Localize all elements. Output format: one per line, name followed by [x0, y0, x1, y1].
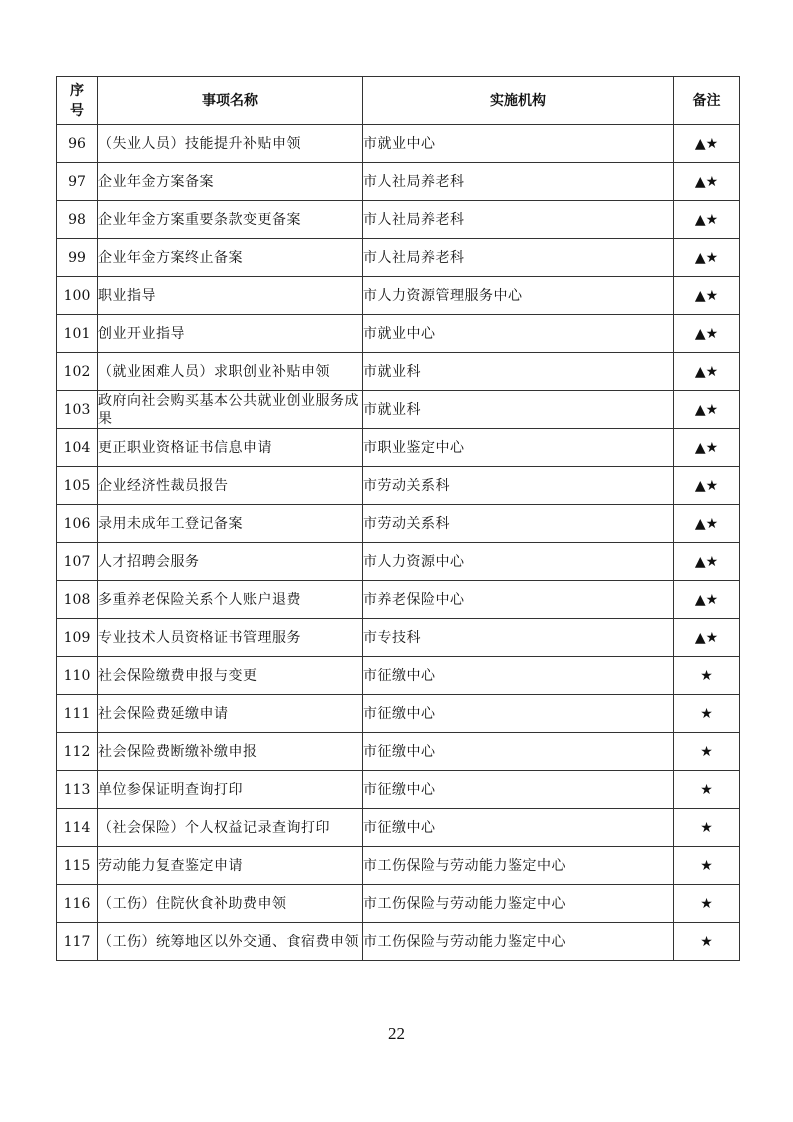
table-row [57, 733, 740, 771]
cell-item-name: （工伤）住院伙食补助费申领 [98, 885, 363, 923]
table-row [57, 771, 740, 809]
cell-item-name: 企业年金方案备案 [98, 163, 363, 201]
header-seq-label: 序号 [70, 82, 84, 119]
cell-seq: 97 [57, 163, 98, 201]
table-row [57, 467, 740, 505]
cell-seq: 117 [57, 923, 98, 961]
cell-seq: 116 [57, 885, 98, 923]
table-header-row [57, 77, 740, 125]
cell-seq: 110 [57, 657, 98, 695]
cell-seq: 109 [57, 619, 98, 657]
cell-note: ★ [674, 733, 740, 771]
cell-seq: 111 [57, 695, 98, 733]
cell-note: ★ [674, 885, 740, 923]
cell-note: ★ [674, 695, 740, 733]
header-note: 备注 [674, 77, 740, 125]
cell-note: ★ [674, 923, 740, 961]
table-row [57, 923, 740, 961]
table-row [57, 657, 740, 695]
header-name: 事项名称 [98, 77, 363, 125]
cell-organization: 市征缴中心 [363, 657, 674, 695]
service-items-table [56, 76, 740, 961]
cell-note: ▲★ [674, 315, 740, 353]
cell-organization: 市劳动关系科 [363, 467, 674, 505]
cell-organization: 市征缴中心 [363, 771, 674, 809]
table-row [57, 543, 740, 581]
cell-seq: 99 [57, 239, 98, 277]
cell-organization: 市养老保险中心 [363, 581, 674, 619]
cell-organization: 市人力资源管理服务中心 [363, 277, 674, 315]
table-row [57, 847, 740, 885]
cell-item-name: 企业经济性裁员报告 [98, 467, 363, 505]
cell-seq: 100 [57, 277, 98, 315]
cell-seq: 106 [57, 505, 98, 543]
cell-note: ★ [674, 771, 740, 809]
cell-seq: 96 [57, 125, 98, 163]
cell-note: ▲★ [674, 125, 740, 163]
table-row [57, 505, 740, 543]
cell-organization: 市人力资源中心 [363, 543, 674, 581]
cell-seq: 105 [57, 467, 98, 505]
cell-note: ▲★ [674, 391, 740, 429]
cell-note: ▲★ [674, 505, 740, 543]
cell-item-name: 职业指导 [98, 277, 363, 315]
cell-item-name: 社会保险费断缴补缴申报 [98, 733, 363, 771]
cell-seq: 115 [57, 847, 98, 885]
cell-seq: 107 [57, 543, 98, 581]
cell-note: ▲★ [674, 429, 740, 467]
table-row [57, 429, 740, 467]
table-row [57, 809, 740, 847]
cell-item-name: 人才招聘会服务 [98, 543, 363, 581]
cell-item-name: （社会保险）个人权益记录查询打印 [98, 809, 363, 847]
cell-organization: 市人社局养老科 [363, 239, 674, 277]
table-row [57, 885, 740, 923]
cell-organization: 市工伤保险与劳动能力鉴定中心 [363, 885, 674, 923]
table-row [57, 619, 740, 657]
cell-organization: 市就业中心 [363, 315, 674, 353]
cell-organization: 市征缴中心 [363, 733, 674, 771]
cell-note: ▲★ [674, 277, 740, 315]
table-row [57, 163, 740, 201]
cell-organization: 市人社局养老科 [363, 163, 674, 201]
cell-note: ▲★ [674, 353, 740, 391]
cell-organization: 市就业中心 [363, 125, 674, 163]
cell-item-name: 专业技术人员资格证书管理服务 [98, 619, 363, 657]
cell-seq: 113 [57, 771, 98, 809]
cell-organization: 市就业科 [363, 353, 674, 391]
cell-note: ▲★ [674, 543, 740, 581]
cell-item-name: 创业开业指导 [98, 315, 363, 353]
cell-item-name: 录用未成年工登记备案 [98, 505, 363, 543]
table-row [57, 353, 740, 391]
header-seq [57, 77, 98, 125]
cell-item-name: 社会保险费延缴申请 [98, 695, 363, 733]
cell-organization: 市就业科 [363, 391, 674, 429]
table-row [57, 277, 740, 315]
table-row [57, 695, 740, 733]
cell-note: ★ [674, 847, 740, 885]
cell-note: ▲★ [674, 163, 740, 201]
cell-organization: 市专技科 [363, 619, 674, 657]
table-row [57, 239, 740, 277]
cell-seq: 104 [57, 429, 98, 467]
cell-item-name: 企业年金方案重要条款变更备案 [98, 201, 363, 239]
cell-item-name: 社会保险缴费申报与变更 [98, 657, 363, 695]
cell-seq: 108 [57, 581, 98, 619]
table-row [57, 315, 740, 353]
cell-note: ▲★ [674, 581, 740, 619]
cell-note: ★ [674, 657, 740, 695]
cell-note: ▲★ [674, 467, 740, 505]
cell-item-name: 劳动能力复查鉴定申请 [98, 847, 363, 885]
cell-note: ▲★ [674, 201, 740, 239]
cell-note: ▲★ [674, 239, 740, 277]
cell-seq: 98 [57, 201, 98, 239]
cell-item-name: （就业困难人员）求职创业补贴申领 [98, 353, 363, 391]
table-row [57, 125, 740, 163]
cell-organization: 市劳动关系科 [363, 505, 674, 543]
cell-seq: 112 [57, 733, 98, 771]
cell-item-name: （失业人员）技能提升补贴申领 [98, 125, 363, 163]
cell-item-name: 企业年金方案终止备案 [98, 239, 363, 277]
cell-item-name: （工伤）统筹地区以外交通、食宿费申领 [98, 923, 363, 961]
cell-item-name: 单位参保证明查询打印 [98, 771, 363, 809]
cell-organization: 市工伤保险与劳动能力鉴定中心 [363, 847, 674, 885]
cell-seq: 103 [57, 391, 98, 429]
cell-organization: 市职业鉴定中心 [363, 429, 674, 467]
cell-item-name: 多重养老保险关系个人账户退费 [98, 581, 363, 619]
cell-seq: 114 [57, 809, 98, 847]
cell-note: ▲★ [674, 619, 740, 657]
header-org: 实施机构 [363, 77, 674, 125]
cell-item-name: 更正职业资格证书信息申请 [98, 429, 363, 467]
table-row [57, 201, 740, 239]
cell-seq: 102 [57, 353, 98, 391]
cell-organization: 市人社局养老科 [363, 201, 674, 239]
cell-organization: 市征缴中心 [363, 809, 674, 847]
table-row [57, 581, 740, 619]
cell-note: ★ [674, 809, 740, 847]
cell-seq: 101 [57, 315, 98, 353]
table-row [57, 391, 740, 429]
cell-organization: 市征缴中心 [363, 695, 674, 733]
cell-item-name: 政府向社会购买基本公共就业创业服务成果 [98, 391, 363, 429]
page-number: 22 [388, 1024, 405, 1043]
cell-organization: 市工伤保险与劳动能力鉴定中心 [363, 923, 674, 961]
